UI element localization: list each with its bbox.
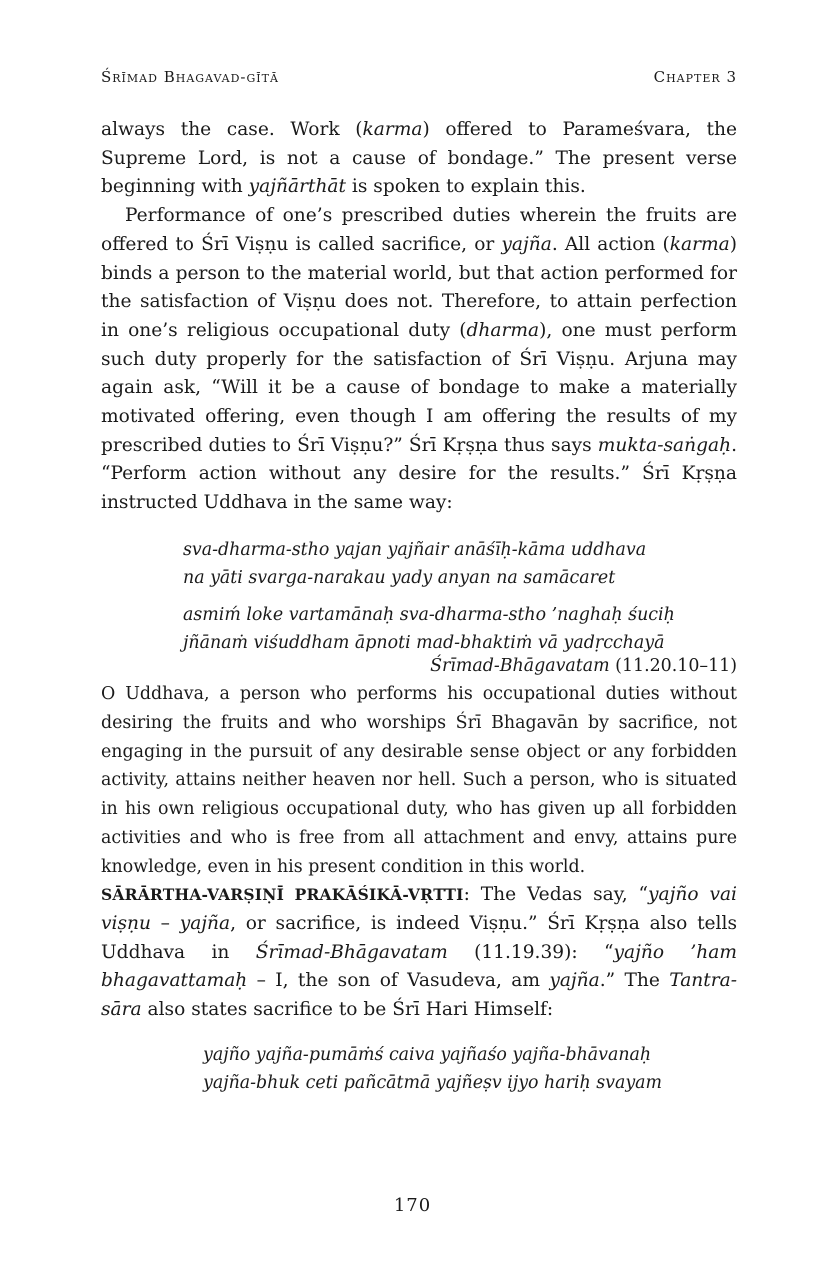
sanskrit-verse-block [183,536,737,658]
text-run: is spoken to explain this. [345,176,586,198]
verse-line: asmiḿ loke vartamānaḥ sva-dharma-stho ’naghaḥ śuciḥ [183,604,675,625]
text-run: ) offered to Parameśvara, the Supreme Lord, is not a cause of bondage.” The present verse beginning with [101,119,737,198]
term-italic: yajña [501,233,552,255]
term-italic: Śrīmad-Bhāgavatam [255,941,448,963]
text-run: – I, the son of Vasudeva, am [247,970,550,992]
page-body [101,116,737,1098]
text-run: also states sacrifice to be Śrī Hari Himself: [141,999,554,1021]
text-run: (11.19.39): “ [447,941,614,963]
term-italic: Tantra-sāra [101,970,737,1021]
term-italic: yajña [179,912,231,934]
header-book-title: Śrīmad Bhagavad-gītā [101,68,279,86]
text-run: Performance of one’s prescribed duties wherein the fruits are offered to Śrī Viṣṇu is called sacrifice, or [101,205,737,255]
citation-reference: (11.20.10–11) [609,655,737,676]
verse-line: yajña-bhuk ceti pañcātmā yajñeṣv ijyo hariḥ svayam [203,1073,663,1094]
text-run: ) binds a person to the material world, but that action performed for the satisfaction of Viṣṇu does not. Therefore, to attain perfection in one’s religious occupational duty ( [101,233,737,341]
text-run: – [150,912,180,934]
text-run: ), one must perform such duty properly for the satisfaction of Śrī Viṣṇu. Arjuna may again ask, “Will it be a cause of bondage to make a materially motivated offering, even though I am offering the results of my prescribed duties to Śrī Viṣṇu?” Śrī Kṛṣṇa thus says [101,319,737,456]
sanskrit-verse-block-2 [203,1041,737,1098]
verse-line: yajño yajña-pumāṁś caiva yajñaśo yajña-bhāvanaḥ [203,1044,652,1065]
text-run: : The Vedas say, “ [463,884,649,906]
paragraph-continuation [101,116,737,202]
commentary-title: SĀRĀRTHA-VARṢIṆĪ PRAKĀŚIKĀ-VṚTTI [101,885,464,905]
term-italic: yajño vai viṣṇu [101,884,737,934]
term-italic: yajño ’ham bhagavattamaḥ [101,941,737,992]
term-italic: mukta-saṅgaḥ [597,434,732,456]
term-italic: karma [669,233,730,255]
text-run: . All action ( [551,233,670,255]
commentary-paragraph [101,881,737,1025]
citation-source: Śrīmad-Bhāgavatam [430,655,610,676]
page-number: 170 [393,1195,432,1216]
text-run: , or sacrifice, is indeed Viṣṇu.” Śrī Kṛṣṇa also tells Uddhava in [101,912,737,963]
verse-translation: O Uddhava, a person who performs his occupational duties without desiring the fruits and who worships Śrī Bhagavān by sacrifice, not engaging in the pursuit of any desirable sense object or any forbidden activity, attains neither heaven nor hell. Such a person, who is situated in his own religious occupational duty, who has given up all forbidden activities and who is free from all attachment and envy, attains pure knowledge, even in his present condition in this world. [101,684,737,877]
verse-line: sva-dharma-stho yajan yajñair anāśīḥ-kāma uddhava [183,539,647,560]
term-italic: yajñārthāt [248,176,346,198]
text-run: always the case. Work ( [101,119,363,140]
text-run: .” The [599,970,670,992]
header-chapter: Chapter 3 [653,68,737,86]
verse-line: na yāti svarga-narakau yady anyan na samācaret [183,568,616,589]
verse-stanza [183,601,737,658]
term-italic: karma [362,119,423,140]
text-run: . “Perform action without any desire for the results.” Śrī Kṛṣṇa instructed Uddhava in the same way: [101,434,737,514]
paragraph-explanation [101,202,737,518]
running-header [101,68,737,86]
term-italic: yajña [549,970,600,992]
term-italic: dharma [466,319,540,341]
verse-line: jñānaṁ viśuddham āpnoti mad-bhaktiṁ vā yadṛcchayā [183,633,665,654]
verse-stanza [183,536,737,593]
